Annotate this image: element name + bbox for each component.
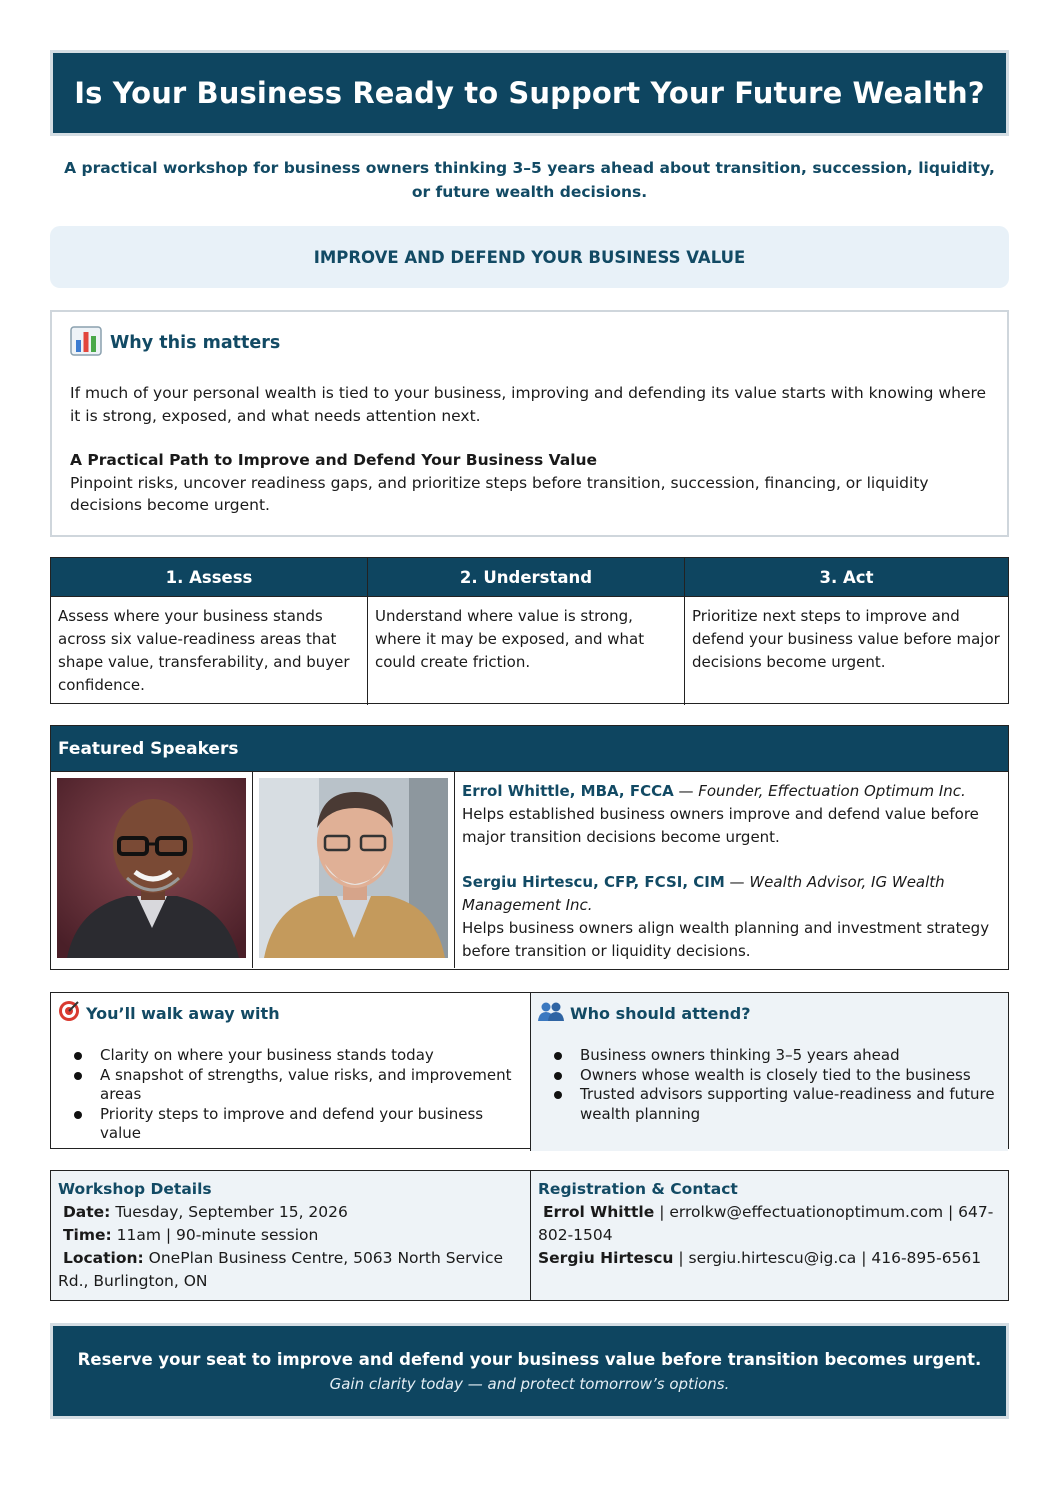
step-understand xyxy=(368,558,685,705)
attend-title: Who should attend? xyxy=(570,1003,751,1023)
speaker-separator: — xyxy=(673,782,699,800)
step-assess xyxy=(51,558,368,705)
details-time xyxy=(58,1224,523,1247)
step-act xyxy=(685,558,1008,705)
list-item: Priority steps to improve and defend your business value xyxy=(74,1105,523,1144)
speaker-separator: — xyxy=(724,873,750,891)
speaker-errol xyxy=(462,780,1001,849)
target-icon xyxy=(58,1000,80,1026)
speaker-role: Wealth Advisor, IG Wealth Management Inc. xyxy=(462,873,945,914)
speaker-sergiu xyxy=(462,871,1001,963)
cta-note: Gain clarity today — and protect tomorrow’s options. xyxy=(329,1374,730,1393)
contact-info[interactable]: | errolkw@effectuationoptimum.com | 647-802-1504 xyxy=(538,1203,994,1244)
people-icon xyxy=(538,1000,564,1026)
speakers-section xyxy=(50,725,1009,970)
value-banner: IMPROVE AND DEFEND YOUR BUSINESS VALUE xyxy=(50,226,1009,288)
list-item: Business owners thinking 3–5 years ahead xyxy=(554,1046,1001,1066)
details-date xyxy=(58,1201,523,1224)
step-body: Understand where value is strong, where it may be exposed, and what could create friction. xyxy=(375,607,645,671)
cta-main: Reserve your seat to improve and defend your business value before transition becomes urgent. xyxy=(77,1349,982,1369)
speaker-bios xyxy=(455,772,1008,968)
step-title: 1. Assess xyxy=(51,558,367,597)
step-title: 3. Act xyxy=(685,558,1008,597)
why-section xyxy=(50,310,1009,537)
list-item: Trusted advisors supporting value-readiness and future wealth planning xyxy=(554,1085,1001,1124)
location-label: Location: xyxy=(62,1249,144,1267)
contact-sergiu xyxy=(538,1247,1001,1270)
step-body: Prioritize next steps to improve and defend your business value before major decisions become urgent. xyxy=(692,607,1000,671)
walk-away-column xyxy=(51,993,530,1151)
speaker-desc: Helps business owners align wealth planning and investment strategy before transition or liquidity decisions. xyxy=(462,919,990,960)
why-title: Why this matters xyxy=(110,333,281,353)
speaker-role: Founder, Effectuation Optimum Inc. xyxy=(698,782,966,800)
why-intro: If much of your personal wealth is tied to your business, improving and defending its value starts with knowing where it is strong, exposed, and what needs attention next. xyxy=(70,384,987,425)
details-contact xyxy=(50,1170,1009,1301)
hero-header xyxy=(50,50,1009,136)
location-value: OnePlan Business Centre, 5063 North Service Rd., Burlington, ON xyxy=(58,1249,504,1290)
speaker-photo-errol xyxy=(57,778,246,958)
registration-contact xyxy=(530,1171,1008,1300)
details-location xyxy=(58,1247,523,1293)
cta-footer xyxy=(50,1323,1009,1419)
contact-name: Errol Whittle xyxy=(542,1203,655,1221)
step-title: 2. Understand xyxy=(368,558,684,597)
speaker-photo-sergiu xyxy=(259,778,448,958)
why-body: Pinpoint risks, uncover readiness gaps, and prioritize steps before transition, succession, financing, or liquidity decisions become urgent. xyxy=(70,473,929,514)
attend-column xyxy=(530,993,1008,1151)
tagline: A practical workshop for business owners thinking 3–5 years ahead about transition, succession, liquidity, or future wealth decisions. xyxy=(64,159,995,201)
date-label: Date: xyxy=(62,1203,111,1221)
step-body: Assess where your business stands across six value-readiness areas that shape value, transferability, and buyer confidence. xyxy=(58,607,350,694)
walk-away-title: You’ll walk away with xyxy=(86,1003,280,1023)
bar-chart-icon xyxy=(70,326,102,360)
time-value: 11am | 90-minute session xyxy=(116,1226,319,1244)
speaker-desc: Helps established business owners improve and defend value before major transition decisions become urgent. xyxy=(462,805,979,846)
speakers-title: Featured Speakers xyxy=(51,726,1008,772)
contact-errol xyxy=(538,1201,1001,1247)
speaker-name: Errol Whittle, MBA, FCCA xyxy=(462,782,674,800)
list-item: Clarity on where your business stands today xyxy=(74,1046,523,1066)
time-label: Time: xyxy=(62,1226,112,1244)
contact-info[interactable]: | sergiu.hirtescu@ig.ca | 416-895-6561 xyxy=(673,1249,982,1267)
contact-title: Registration & Contact xyxy=(538,1180,738,1198)
why-subtitle: A Practical Path to Improve and Defend Your Business Value xyxy=(70,451,598,469)
details-title: Workshop Details xyxy=(58,1180,212,1198)
speaker-name: Sergiu Hirtescu, CFP, FCSI, CIM xyxy=(462,873,725,891)
workshop-details xyxy=(51,1171,530,1300)
list-item: Owners whose wealth is closely tied to the business xyxy=(554,1066,1001,1086)
date-value: Tuesday, September 15, 2026 xyxy=(115,1203,348,1221)
steps-table xyxy=(50,557,1009,704)
page-title: Is Your Business Ready to Support Your Future Wealth? xyxy=(74,76,985,110)
benefits-audience xyxy=(50,992,1009,1149)
contact-name: Sergiu Hirtescu xyxy=(538,1249,674,1267)
list-item: A snapshot of strengths, value risks, and improvement areas xyxy=(74,1066,523,1105)
